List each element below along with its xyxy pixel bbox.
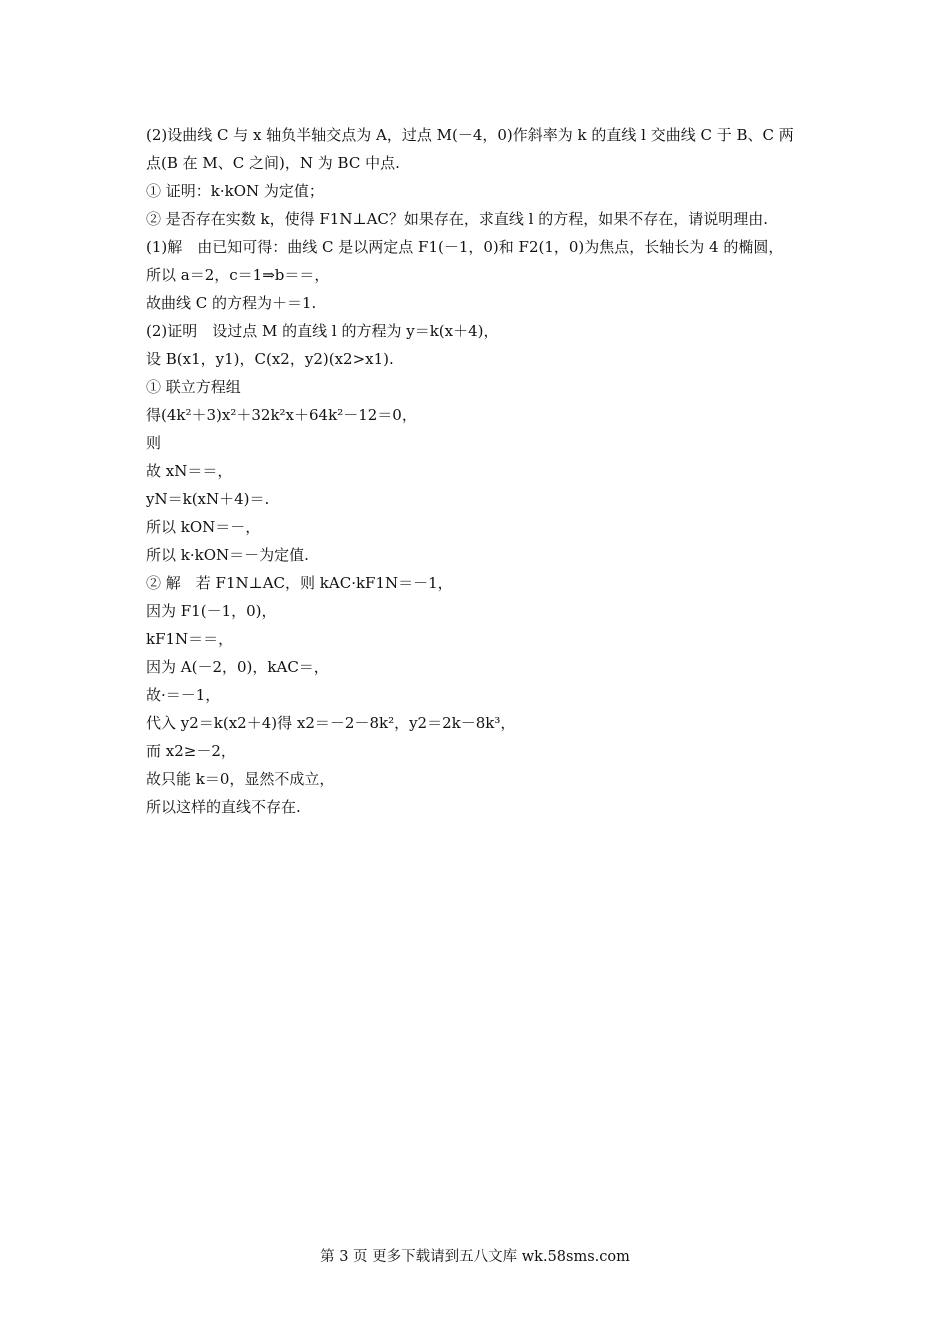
proof-2-conclusion: 所以 k·kON＝－为定值. <box>146 546 309 564</box>
question-2: (2)设曲线 C 与 x 轴负半轴交点为 A，过点 M(－4，0)作斜率为 k 的直线 l 交曲线 C 于 B、C 两点(B 在 M、C 之间)，N 为 BC 中点. <box>146 126 794 172</box>
page-footer: 第 3 页 更多下载请到五八文库 wk.58sms.com <box>320 1249 630 1265</box>
solution-2-assumption: ② 解 若 F1N⊥AC，则 kAC·kF1N＝－1， <box>146 574 453 592</box>
solution-2-substitute: 代入 y2＝k(x2＋4)得 x2＝－2－8k²，y2＝2k－8k³， <box>146 714 516 732</box>
proof-2-quadratic: 得(4k²＋3)x²＋32k²x＋64k²－12＝0， <box>146 406 417 424</box>
solution-1-params: 所以 a＝2，c＝1⇒b＝＝， <box>146 266 330 284</box>
proof-2-yn: yN＝k(xN＋4)＝. <box>146 490 270 508</box>
question-2-part-1: ① 证明：k·kON 为定值； <box>146 182 324 200</box>
solution-2-kf1n: kF1N＝＝， <box>146 630 234 648</box>
proof-2-xn: 故 xN＝＝， <box>146 462 233 480</box>
proof-2-points: 设 B(x1，y1)，C(x2，y2)(x2>x1). <box>146 350 394 368</box>
solution-2-final: 所以这样的直线不存在. <box>146 798 301 816</box>
solution-1-intro: (1)解 由已知可得：曲线 C 是以两定点 F1(－1，0)和 F2(1，0)为焦点，长轴长为 4 的椭圆， <box>146 238 784 256</box>
solution-2-f1: 因为 F1(－1，0)， <box>146 602 277 620</box>
question-2-part-2: ② 是否存在实数 k，使得 F1N⊥AC？如果存在，求直线 l 的方程，如果不存在，请说明理由. <box>146 210 768 228</box>
solution-2-kac: 因为 A(－2，0)，kAC＝， <box>146 658 329 676</box>
solution-2-k-zero: 故只能 k＝0，显然不成立， <box>146 770 335 788</box>
solution-1-equation: 故曲线 C 的方程为＋＝1. <box>146 294 317 312</box>
proof-2-line-equation: (2)证明 设过点 M 的直线 l 的方程为 y＝k(x＋4)， <box>146 322 499 340</box>
proof-2-kon: 所以 kON＝－， <box>146 518 261 536</box>
document-body <box>146 121 808 821</box>
solution-2-product: 故·＝－1， <box>146 686 221 704</box>
solution-2-bound: 而 x2≥－2， <box>146 742 236 760</box>
proof-2-then: 则 <box>146 434 162 452</box>
proof-2-system: ① 联立方程组 <box>146 378 241 396</box>
